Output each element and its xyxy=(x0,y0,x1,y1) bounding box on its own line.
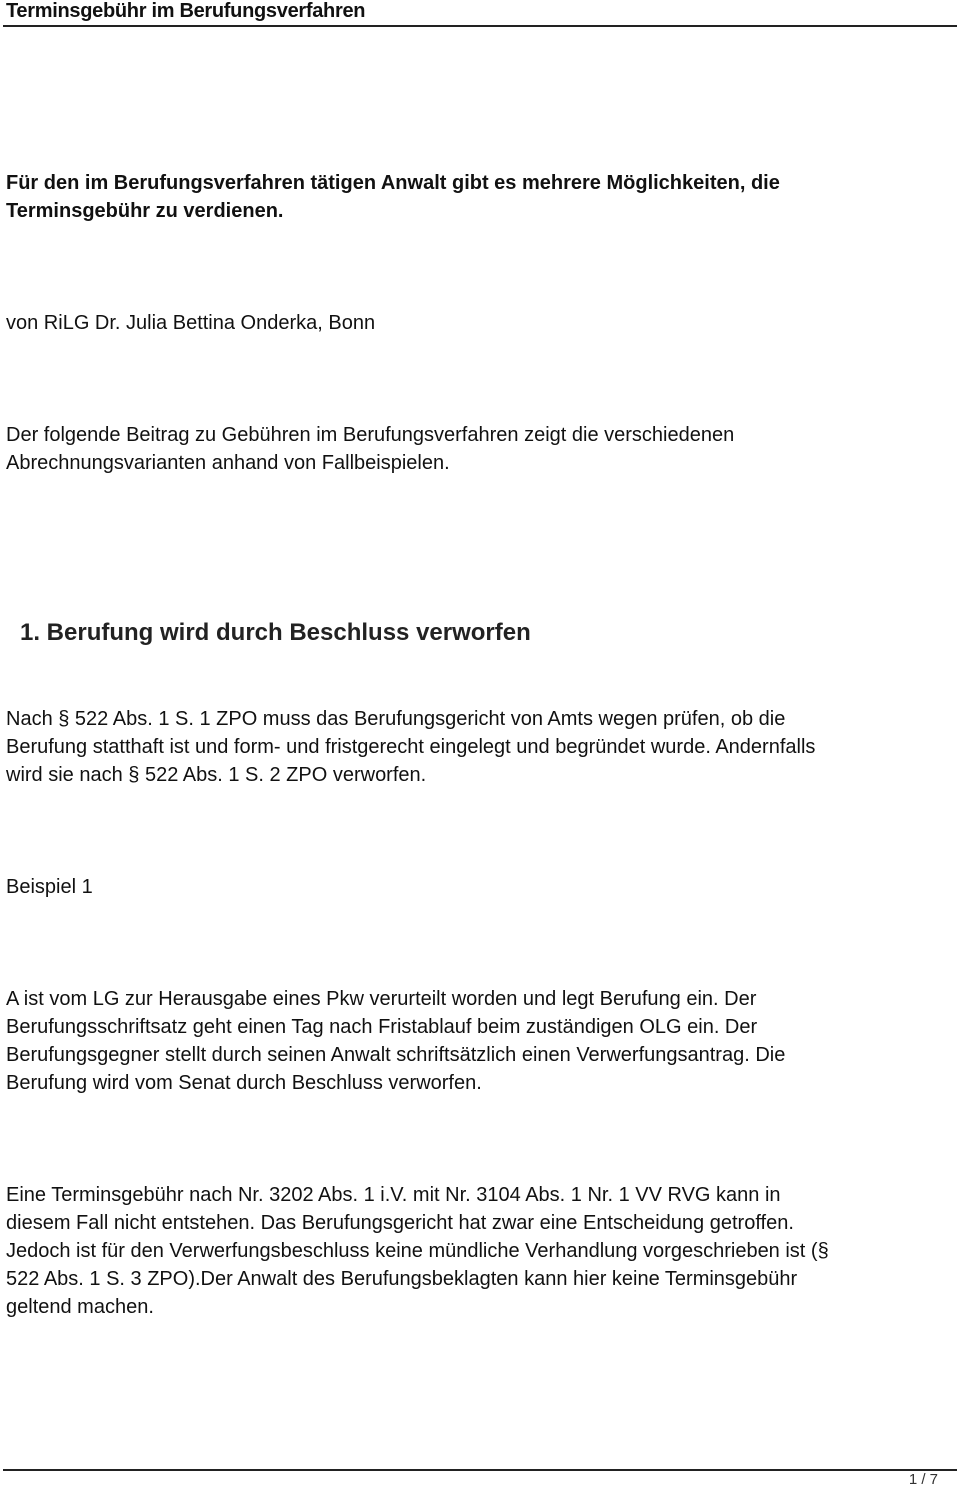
text-line: Der folgende Beitrag zu Gebühren im Berufungsverfahren zeigt die verschiedenen xyxy=(6,424,735,446)
text-line: Terminsgebühr zu verdienen. xyxy=(6,200,284,222)
footer-rule xyxy=(3,1469,957,1471)
example-paragraph xyxy=(6,985,785,1097)
text-line: Jedoch ist für den Verwerfungsbeschluss keine mündliche Verhandlung vorgeschrieben ist (§ xyxy=(6,1240,829,1262)
text-line: Berufungsschriftsatz geht einen Tag nach Fristablauf beim zuständigen OLG ein. Der xyxy=(6,1016,758,1038)
text-line: Berufung statthaft ist und form- und fristgerecht eingelegt und begründet wurde. Andernfalls xyxy=(6,736,816,758)
conclusion-paragraph xyxy=(6,1181,829,1321)
intro-paragraph xyxy=(6,169,780,225)
author-line xyxy=(6,309,375,337)
text-line: Beispiel 1 xyxy=(6,876,93,898)
text-line: wird sie nach § 522 Abs. 1 S. 2 ZPO verworfen. xyxy=(6,764,427,786)
text-line: diesem Fall nicht entstehen. Das Berufungsgericht hat zwar eine Entscheidung getroffen. xyxy=(6,1212,794,1234)
text-line: Berufungsgegner stellt durch seinen Anwalt schriftsätzlich einen Verwerfungsantrag. Die xyxy=(6,1044,786,1066)
text-line: Nach § 522 Abs. 1 S. 1 ZPO muss das Berufungsgericht von Amts wegen prüfen, ob die xyxy=(6,708,786,730)
text-line: Berufung wird vom Senat durch Beschluss verworfen. xyxy=(6,1072,482,1094)
text-line: 522 Abs. 1 S. 3 ZPO).Der Anwalt des Berufungsbeklagten kann hier keine Terminsgebühr xyxy=(6,1268,798,1290)
header-rule xyxy=(3,25,957,27)
text-line: geltend machen. xyxy=(6,1296,154,1318)
example-label xyxy=(6,873,93,901)
text-line: A ist vom LG zur Herausgabe eines Pkw verurteilt worden und legt Berufung ein. Der xyxy=(6,988,757,1010)
lead-paragraph xyxy=(6,421,734,477)
page-number: 1 / 7 xyxy=(908,1471,938,1488)
text-line: Eine Terminsgebühr nach Nr. 3202 Abs. 1 i.V. mit Nr. 3104 Abs. 1 Nr. 1 VV RVG kann in xyxy=(6,1184,781,1206)
paragraph-1 xyxy=(6,705,815,789)
section-heading: 1. Berufung wird durch Beschluss verworfen xyxy=(20,619,531,646)
text-line: Für den im Berufungsverfahren tätigen Anwalt gibt es mehrere Möglichkeiten, die xyxy=(6,172,780,194)
text-line: Abrechnungsvarianten anhand von Fallbeispielen. xyxy=(6,452,450,474)
text-line: von RiLG Dr. Julia Bettina Onderka, Bonn xyxy=(6,312,376,334)
document-header-title: Terminsgebühr im Berufungsverfahren xyxy=(6,0,366,22)
